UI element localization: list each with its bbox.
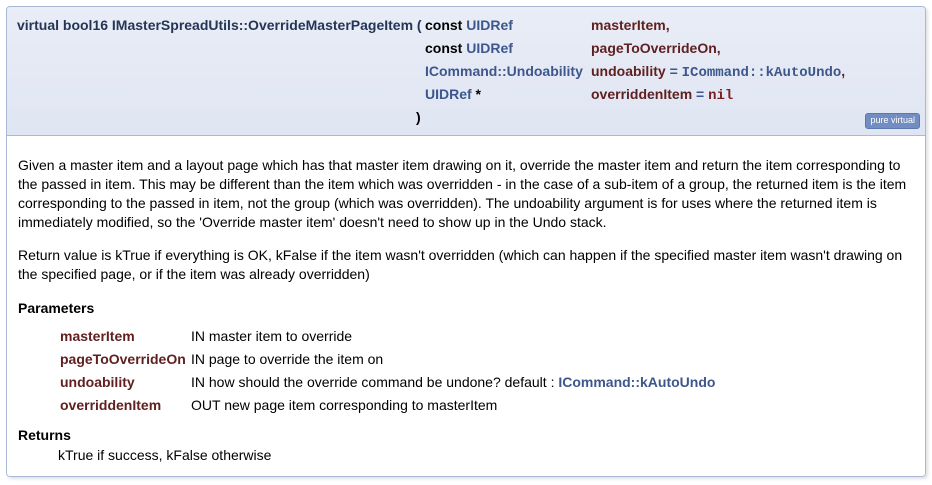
function-signature: virtual bool16 IMasterSpreadUtils::OverrideMasterPageItem ( xyxy=(17,17,422,33)
param-type-row xyxy=(425,86,481,102)
returns-heading: Returns xyxy=(18,427,71,443)
param-name-row xyxy=(591,17,670,33)
param-name-row xyxy=(591,86,733,104)
param-doc-name: undoability xyxy=(60,374,135,390)
param-doc-desc xyxy=(191,397,497,413)
default-operator: = xyxy=(669,63,678,79)
param-type-row xyxy=(425,40,513,56)
type-link[interactable]: UIDRef xyxy=(466,40,513,56)
param-desc-text: IN master item to override xyxy=(191,328,353,344)
param-name: pageToOverrideOn xyxy=(591,40,717,56)
param-separator: , xyxy=(716,40,721,56)
param-type-row xyxy=(425,17,513,33)
param-doc-desc xyxy=(191,374,715,390)
member-documentation xyxy=(7,136,925,476)
param-separator: , xyxy=(841,63,846,79)
param-name-row xyxy=(591,63,845,81)
parameters-heading: Parameters xyxy=(18,300,95,316)
param-separator: , xyxy=(665,17,670,33)
description-paragraph: Given a master item and a layout page which has that master item drawing on it, override the master item and return the item corresponding to the passed in item. This may be different than the item which was overridden - in the case of a sub-item of a group, the returned item is the item corresponding to the passed in item, not the group (which was overridden). The undoability argument is for uses where the returned item is immediately modified, so the 'Override master item' doesn't need to show up in the Undo stack. xyxy=(18,157,907,230)
param-qualifier: const xyxy=(425,17,463,33)
default-operator: = xyxy=(696,86,705,102)
param-desc-text: IN how should the override command be undone? default : xyxy=(191,374,559,390)
param-doc-name: pageToOverrideOn xyxy=(60,351,186,367)
param-doc-name: overriddenItem xyxy=(60,397,162,413)
param-type-row xyxy=(425,63,583,79)
default-undo-link[interactable]: ICommand::kAutoUndo xyxy=(558,374,716,390)
param-desc-text: IN page to override the item on xyxy=(191,351,384,367)
type-link[interactable]: ICommand::Undoability xyxy=(425,63,583,79)
param-name: undoability xyxy=(591,63,666,79)
param-desc-text: OUT new page item corresponding to masterItem xyxy=(191,397,498,413)
pointer-suffix: * xyxy=(471,86,482,102)
param-name: masterItem xyxy=(591,17,666,33)
param-doc-desc xyxy=(191,351,383,367)
param-qualifier: const xyxy=(425,40,463,56)
default-value-link[interactable]: ICommand::kAutoUndo xyxy=(681,65,842,81)
param-doc-name: masterItem xyxy=(60,328,135,344)
default-value: nil xyxy=(708,88,734,104)
type-link[interactable]: UIDRef xyxy=(425,86,472,102)
param-doc-desc xyxy=(191,328,352,344)
returns-text: kTrue if success, kFalse otherwise xyxy=(58,447,272,463)
param-name-row xyxy=(591,40,721,56)
return-value-paragraph: Return value is kTrue if everything is OK, kFalse if the item wasn't overridden (which can happen if the specified master item wasn't drawing on the specified page, or if the item was already overridden) xyxy=(18,247,903,282)
type-link[interactable]: UIDRef xyxy=(466,17,513,33)
pure-virtual-badge: pure virtual xyxy=(865,113,920,129)
param-name: overriddenItem xyxy=(591,86,693,102)
member-item xyxy=(6,6,926,477)
member-prototype xyxy=(7,7,925,136)
closing-paren: ) xyxy=(416,109,421,125)
